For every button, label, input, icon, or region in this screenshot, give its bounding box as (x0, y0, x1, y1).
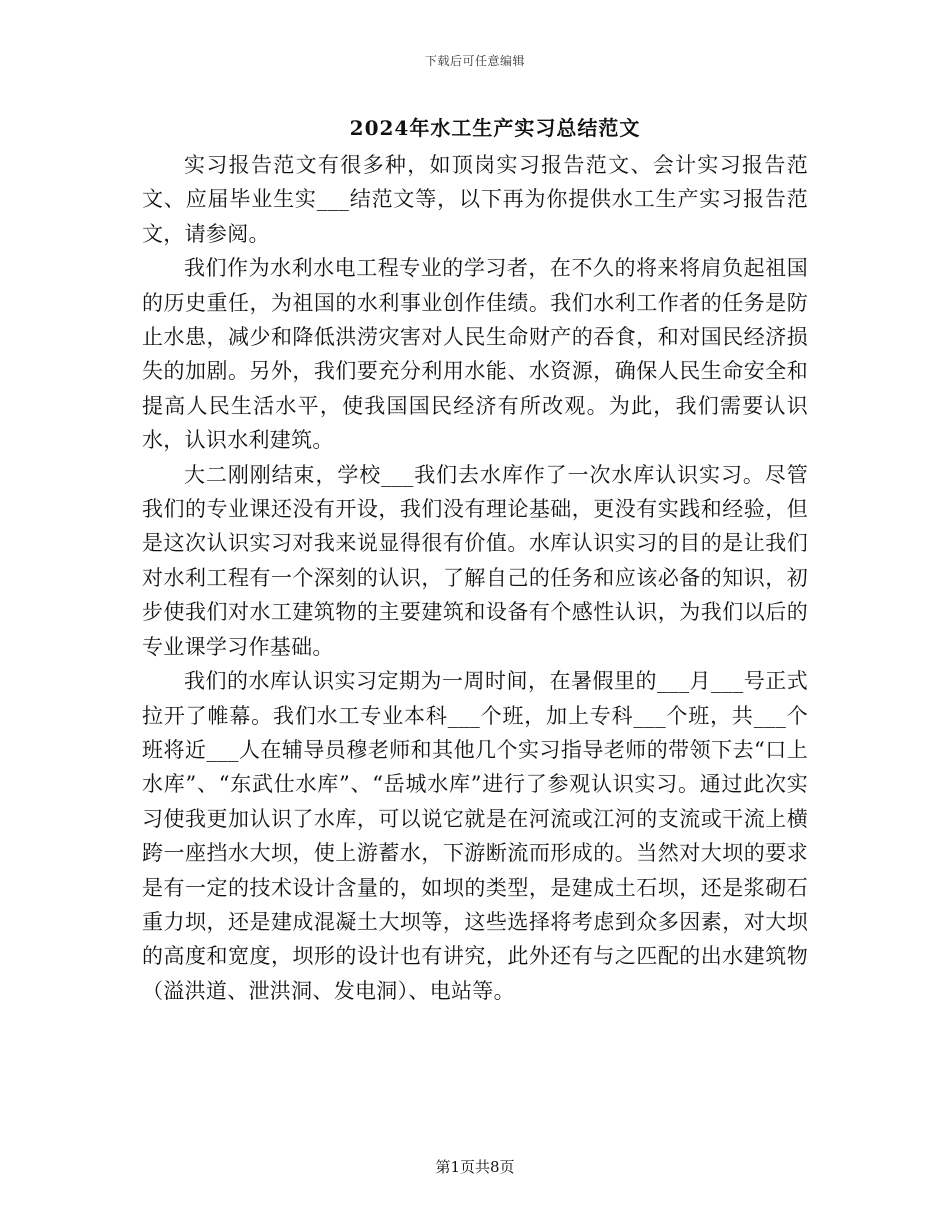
header-note: 下载后可任意编辑 (424, 54, 525, 68)
document-body (142, 148, 808, 1008)
document-title: 2024年水工生产实习总结范文 (349, 116, 641, 140)
paragraph: 实习报告范文有很多种，如顶岗实习报告范文、会计实习报告范文、应届毕业生实___结范文等，以下再为你提供水工生产实习报告范文，请参阅。 (142, 153, 808, 246)
page-number: 第1页共8页 (435, 1158, 515, 1176)
paragraph: 我们的水库认识实习定期为一周时间，在暑假里的___月___号正式拉开了帷幕。我们水工专业本科___个班，加上专科___个班，共___个班将近___人在辅导员穆老师和其他几个实习指导老师的带领下去“口上水库”、“东武仕水库”、“岳城水库”进行了参观认识实习。通过此次实习使我更加认识了水库，可以说它就是在河流或江河的支流或干流上横跨一座挡水大坝，使上游蓄水，下游断流而形成的。当然对大坝的要求是有一定的技术设计含量的，如坝的类型，是建成土石坝，还是浆砌石重力坝，还是建成混凝土大坝等，这些选择将考虑到众多因素，对大坝的高度和宽度，坝形的设计也有讲究，此外还有与之匹配的出水建筑物（溢洪道、泄洪洞、发电洞）、电站等。 (142, 669, 808, 1003)
paragraph: 我们作为水利水电工程专业的学习者，在不久的将来将肩负起祖国的历史重任，为祖国的水利事业创作佳绩。我们水利工作者的任务是防止水患，减少和降低洪涝灾害对人民生命财产的吞食，和对国民经济损失的加剧。另外，我们要充分利用水能、水资源，确保人民生命安全和提高人民生活水平，使我国国民经济有所改观。为此，我们需要认识水，认识水利建筑。 (142, 256, 808, 453)
paragraph: 大二刚刚结束，学校___我们去水库作了一次水库认识实习。尽管我们的专业课还没有开设，我们没有理论基础，更没有实践和经验，但是这次认识实习对我来说显得很有价值。水库认识实习的目的是让我们对水利工程有一个深刻的认识，了解自己的任务和应该必备的知识，初步使我们对水工建筑物的主要建筑和设备有个感性认识，为我们以后的专业课学习作基础。 (142, 462, 808, 659)
